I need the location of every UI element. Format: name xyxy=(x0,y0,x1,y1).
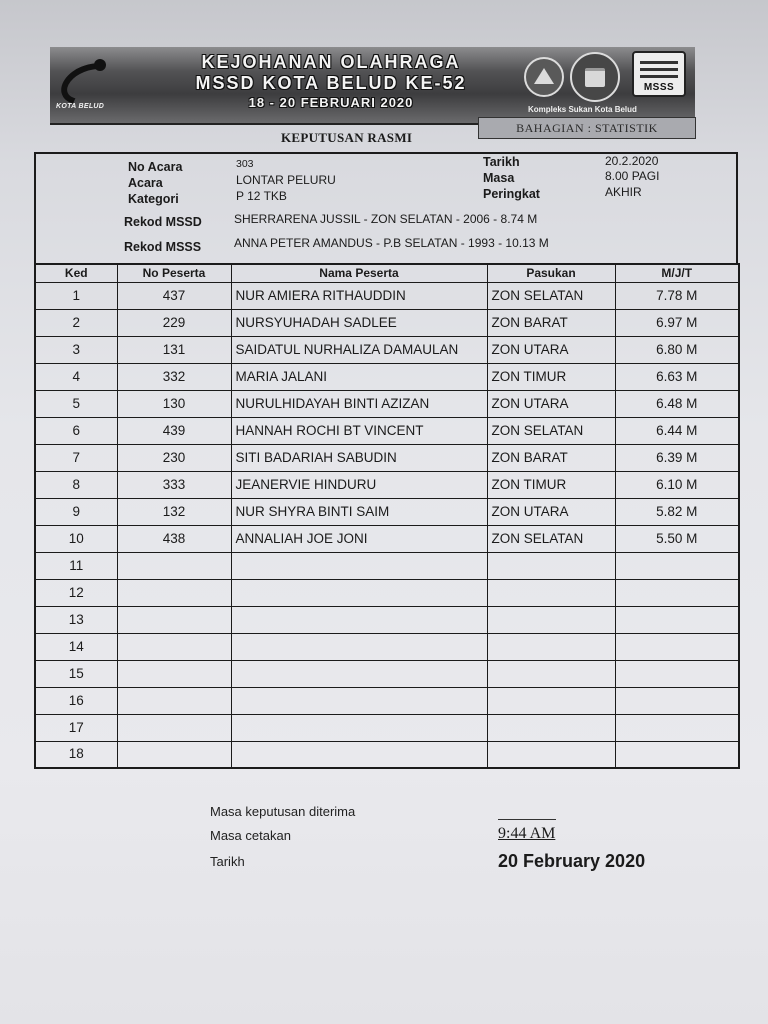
runner-head-icon xyxy=(94,59,106,71)
cell-pasukan: ZON SELATAN xyxy=(487,282,615,309)
cell-nama: NURSYUHADAH SADLEE xyxy=(231,309,487,336)
cell-no-peserta xyxy=(117,660,231,687)
cell-nama: NUR AMIERA RITHAUDDIN xyxy=(231,282,487,309)
cell-pasukan: ZON TIMUR xyxy=(487,363,615,390)
rekod-mssd-value: SHERRARENA JUSSIL - ZON SELATAN - 2006 - 8.74 M xyxy=(234,212,538,226)
cell-no-peserta: 437 xyxy=(117,282,231,309)
cell-ked: 11 xyxy=(35,552,117,579)
cell-pasukan xyxy=(487,660,615,687)
rekod-msss-label: Rekod MSSS xyxy=(124,240,202,254)
cell-ked: 17 xyxy=(35,714,117,741)
cell-ked: 8 xyxy=(35,471,117,498)
banner-dates: 18 - 20 FEBRUARI 2020 xyxy=(248,95,414,110)
acara-value: LONTAR PELURU xyxy=(236,173,336,187)
cell-nama: NUR SHYRA BINTI SAIM xyxy=(231,498,487,525)
cell-ked: 12 xyxy=(35,579,117,606)
table-row xyxy=(35,579,739,606)
cell-nama xyxy=(231,606,487,633)
kategori-label: Kategori xyxy=(128,192,179,206)
cell-mjt: 6.10 M xyxy=(615,471,739,498)
cell-mjt: 6.48 M xyxy=(615,390,739,417)
table-row xyxy=(35,471,739,498)
cell-mjt xyxy=(615,687,739,714)
cell-ked: 7 xyxy=(35,444,117,471)
table-row xyxy=(35,417,739,444)
table-row xyxy=(35,309,739,336)
cell-mjt: 6.97 M xyxy=(615,309,739,336)
cell-pasukan: ZON BARAT xyxy=(487,309,615,336)
cell-mjt xyxy=(615,606,739,633)
column-header-no-peserta: No Peserta xyxy=(117,264,231,282)
cell-nama xyxy=(231,687,487,714)
cell-nama: SAIDATUL NURHALIZA DAMAULAN xyxy=(231,336,487,363)
cell-pasukan: ZON TIMUR xyxy=(487,471,615,498)
acara-label: Acara xyxy=(128,176,163,190)
cell-nama: MARIA JALANI xyxy=(231,363,487,390)
cell-no-peserta: 131 xyxy=(117,336,231,363)
badge-stripe xyxy=(640,75,678,78)
cell-mjt xyxy=(615,633,739,660)
cell-no-peserta xyxy=(117,552,231,579)
cell-no-peserta: 438 xyxy=(117,525,231,552)
cell-pasukan: ZON UTARA xyxy=(487,336,615,363)
cell-ked: 16 xyxy=(35,687,117,714)
table-row xyxy=(35,390,739,417)
cell-no-peserta xyxy=(117,579,231,606)
msss-badge xyxy=(632,51,686,97)
page-title: KEPUTUSAN RASMI xyxy=(281,130,413,145)
cell-no-peserta: 439 xyxy=(117,417,231,444)
cell-nama: HANNAH ROCHI BT VINCENT xyxy=(231,417,487,444)
table-row xyxy=(35,741,739,768)
table-row xyxy=(35,282,739,309)
cell-nama: SITI BADARIAH SABUDIN xyxy=(231,444,487,471)
cell-no-peserta xyxy=(117,687,231,714)
tarikh-value: 20.2.2020 xyxy=(605,154,659,168)
table-row xyxy=(35,498,739,525)
cell-nama: JEANERVIE HINDURU xyxy=(231,471,487,498)
cell-nama xyxy=(231,714,487,741)
district-emblem-icon xyxy=(524,57,564,97)
book-icon xyxy=(585,68,605,87)
cell-mjt xyxy=(615,741,739,768)
cell-ked: 4 xyxy=(35,363,117,390)
cell-pasukan: ZON SELATAN xyxy=(487,417,615,444)
cell-pasukan xyxy=(487,633,615,660)
cell-nama: ANNALIAH JOE JONI xyxy=(231,525,487,552)
cell-mjt: 5.82 M xyxy=(615,498,739,525)
cell-ked: 1 xyxy=(35,282,117,309)
cell-nama xyxy=(231,660,487,687)
peringkat-value: AKHIR xyxy=(605,185,642,199)
cell-mjt xyxy=(615,552,739,579)
cell-nama xyxy=(231,579,487,606)
cell-no-peserta: 229 xyxy=(117,309,231,336)
cell-no-peserta xyxy=(117,741,231,768)
cell-ked: 14 xyxy=(35,633,117,660)
cell-mjt: 6.39 M xyxy=(615,444,739,471)
print-date-value: 20 February 2020 xyxy=(498,851,646,871)
badge-stripe xyxy=(640,68,678,71)
cell-no-peserta: 132 xyxy=(117,498,231,525)
table-row xyxy=(35,444,739,471)
cell-mjt: 5.50 M xyxy=(615,525,739,552)
cell-mjt: 7.78 M xyxy=(615,282,739,309)
received-time-blank-line xyxy=(498,819,556,820)
peringkat-label: Peringkat xyxy=(483,187,540,201)
badge-stripe xyxy=(640,61,678,64)
cell-ked: 18 xyxy=(35,741,117,768)
cell-pasukan xyxy=(487,714,615,741)
tarikh-label: Tarikh xyxy=(483,155,520,169)
cell-no-peserta: 130 xyxy=(117,390,231,417)
column-header-nama-peserta: Nama Peserta xyxy=(231,264,487,282)
column-header-mjt: M/J/T xyxy=(615,264,739,282)
cell-nama xyxy=(231,741,487,768)
cell-mjt xyxy=(615,579,739,606)
cell-ked: 5 xyxy=(35,390,117,417)
cell-pasukan xyxy=(487,687,615,714)
cell-no-peserta: 333 xyxy=(117,471,231,498)
cell-ked: 13 xyxy=(35,606,117,633)
table-row xyxy=(35,660,739,687)
cell-ked: 9 xyxy=(35,498,117,525)
cell-nama: NURULHIDAYAH BINTI AZIZAN xyxy=(231,390,487,417)
print-date-label: Tarikh xyxy=(210,854,245,869)
cell-no-peserta xyxy=(117,606,231,633)
school-emblem-icon xyxy=(570,52,620,102)
cell-ked: 2 xyxy=(35,309,117,336)
no-acara-value: 303 xyxy=(236,158,254,170)
banner-title xyxy=(136,52,526,112)
cell-pasukan xyxy=(487,741,615,768)
cell-pasukan xyxy=(487,579,615,606)
cell-pasukan: ZON SELATAN xyxy=(487,525,615,552)
cell-ked: 6 xyxy=(35,417,117,444)
table-row xyxy=(35,552,739,579)
masa-label: Masa xyxy=(483,171,515,185)
cell-mjt: 6.44 M xyxy=(615,417,739,444)
event-info-box xyxy=(34,152,738,263)
cell-ked: 15 xyxy=(35,660,117,687)
column-header-pasukan: Pasukan xyxy=(487,264,615,282)
cell-nama xyxy=(231,552,487,579)
cell-mjt xyxy=(615,714,739,741)
table-row xyxy=(35,525,739,552)
table-row xyxy=(35,633,739,660)
banner-title-line1: KEJOHANAN OLAHRAGA xyxy=(201,52,461,72)
badge-text: MSSS xyxy=(643,82,675,93)
masa-value: 8.00 PAGI xyxy=(605,169,660,183)
results-table xyxy=(34,263,740,769)
cell-pasukan: ZON UTARA xyxy=(487,498,615,525)
mountain-icon xyxy=(534,68,554,84)
table-row xyxy=(35,363,739,390)
cell-ked: 10 xyxy=(35,525,117,552)
cell-no-peserta xyxy=(117,633,231,660)
rekod-msss-value: ANNA PETER AMANDUS - P.B SELATAN - 1993 - 10.13 M xyxy=(234,236,549,250)
table-row xyxy=(35,336,739,363)
section-label: BAHAGIAN : STATISTIK xyxy=(478,117,696,139)
no-acara-label: No Acara xyxy=(128,160,183,174)
received-time-label: Masa keputusan diterima xyxy=(210,804,356,819)
table-body xyxy=(35,282,739,768)
cell-pasukan xyxy=(487,552,615,579)
kategori-value: P 12 TKB xyxy=(236,189,287,203)
banner-title-line2: MSSD KOTA BELUD KE-52 xyxy=(195,73,467,93)
cell-no-peserta: 230 xyxy=(117,444,231,471)
cell-ked: 3 xyxy=(35,336,117,363)
event-banner xyxy=(50,47,695,125)
print-time-label: Masa cetakan xyxy=(210,828,291,843)
table-header-row xyxy=(35,264,739,282)
venue-text: Kompleks Sukan Kota Belud xyxy=(528,105,637,114)
table-row xyxy=(35,606,739,633)
cell-nama xyxy=(231,633,487,660)
table-row xyxy=(35,714,739,741)
cell-mjt: 6.63 M xyxy=(615,363,739,390)
cell-pasukan: ZON BARAT xyxy=(487,444,615,471)
kota-belud-logo xyxy=(56,53,126,117)
column-header-ked: Ked xyxy=(35,264,117,282)
cell-pasukan xyxy=(487,606,615,633)
cell-pasukan: ZON UTARA xyxy=(487,390,615,417)
logo-text: KOTA BELUD xyxy=(56,103,105,110)
rekod-mssd-label: Rekod MSSD xyxy=(124,215,202,229)
cell-no-peserta xyxy=(117,714,231,741)
cell-mjt: 6.80 M xyxy=(615,336,739,363)
cell-mjt xyxy=(615,660,739,687)
table-row xyxy=(35,687,739,714)
cell-no-peserta: 332 xyxy=(117,363,231,390)
print-time-value: 9:44 AM xyxy=(498,825,556,842)
